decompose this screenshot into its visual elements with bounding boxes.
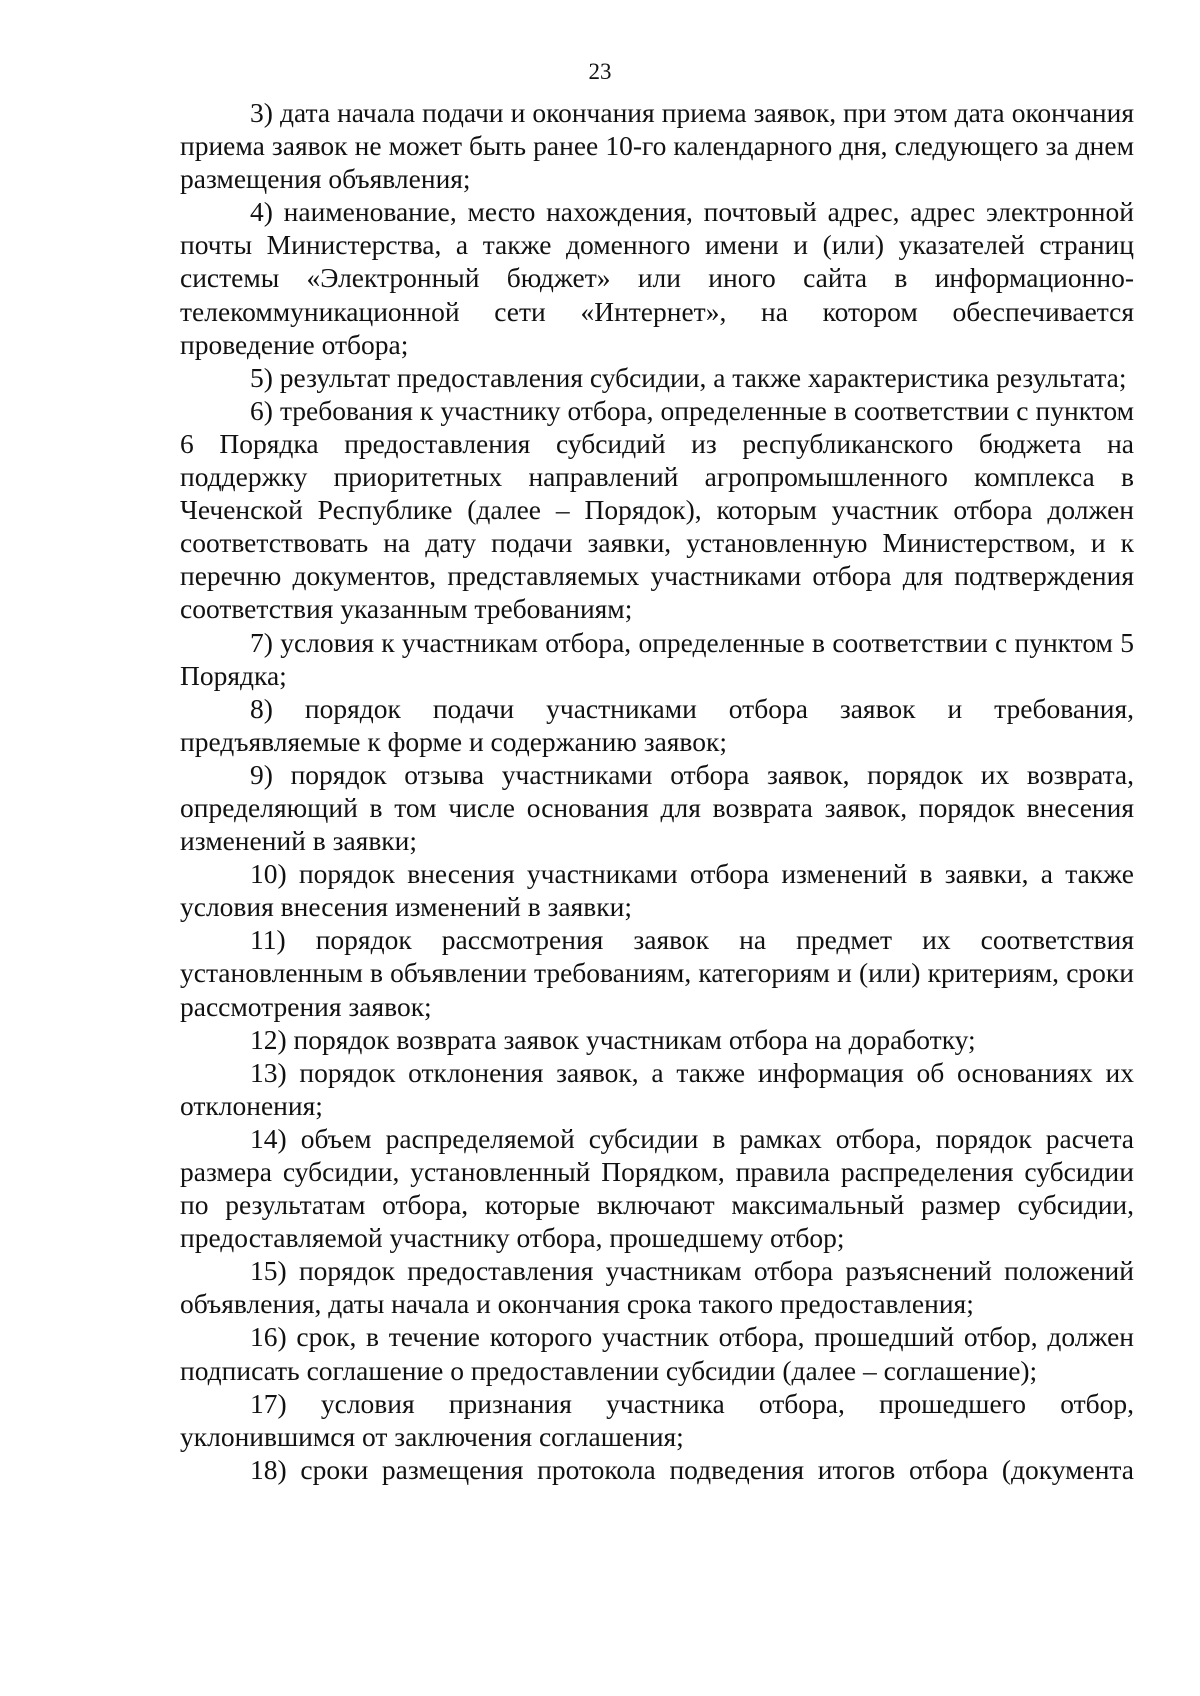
paragraph-item-15: 15) порядок предоставления участникам отбора разъяснений положений объявления, даты начала и окончания срока такого предоставления; (180, 1255, 1134, 1320)
paragraph-item-9: 9) порядок отзыва участниками отбора заявок, порядок их возврата, определяющий в том числе основания для возврата заявок, порядок внесения изменений в заявки; (180, 758, 1134, 857)
page-number: 23 (588, 59, 612, 84)
paragraph-item-14: 14) объем распределяемой субсидии в рамках отбора, порядок расчета размера субсидии, установленный Порядком, правила распределения субсидии по результатам отбора, которые включают максимальный размер субсидии, предоставляемой участнику отбора, прошедшему отбор; (180, 1122, 1134, 1254)
paragraph-item-6: 6) требования к участнику отбора, определенные в соответствии с пунктом 6 Порядка предоставления субсидий из республиканского бюджета на поддержку приоритетных направлений агропромышленного комплекса в Чеченской Республике (далее – Порядок), которым участник отбора должен соответствовать на дату подачи заявки, установленную Министерством, и к перечню документов, представляемых участниками отбора для подтверждения соответствия указанным требованиям; (180, 394, 1134, 625)
paragraph-item-3: 3) дата начала подачи и окончания приема заявок, при этом дата окончания приема заявок не может быть ранее 10-го календарного дня, следующего за днем размещения объявления; (180, 97, 1134, 195)
paragraph-item-5: 5) результат предоставления субсидии, а также характеристика результата; (250, 361, 1127, 393)
paragraph-item-8: 8) порядок подачи участниками отбора заявок и требования, предъявляемые к форме и содержанию заявок; (180, 692, 1134, 757)
paragraph-item-16: 16) срок, в течение которого участник отбора, прошедший отбор, должен подписать соглашение о предоставлении субсидии (далее – соглашение); (180, 1321, 1134, 1386)
paragraph-item-17: 17) условия признания участника отбора, прошедшего отбор, уклонившимся от заключения соглашения; (180, 1387, 1134, 1452)
document-body (180, 96, 1134, 1486)
paragraph-item-18: 18) сроки размещения протокола подведения итогов отбора (документа (250, 1453, 1134, 1485)
paragraph-item-13: 13) порядок отклонения заявок, а также информация об основаниях их отклонения; (180, 1056, 1134, 1121)
paragraph-item-7: 7) условия к участникам отбора, определенные в соответствии с пунктом 5 Порядка; (180, 626, 1134, 691)
paragraph-item-4: 4) наименование, место нахождения, почтовый адрес, адрес электронной почты Министерства, а также доменного имени и (или) указателей страниц системы «Электронный бюджет» или иного сайта в информационно-телекоммуникационной сети «Интернет», на котором обеспечивается проведение отбора; (180, 196, 1134, 360)
paragraph-item-10: 10) порядок внесения участниками отбора изменений в заявки, а также условия внесения изменений в заявки; (180, 858, 1134, 923)
paragraph-item-11: 11) порядок рассмотрения заявок на предмет их соответствия установленным в объявлении требованиям, категориям и (или) критериям, сроки рассмотрения заявок; (180, 924, 1134, 1022)
paragraph-item-12: 12) порядок возврата заявок участникам отбора на доработку; (250, 1023, 976, 1055)
